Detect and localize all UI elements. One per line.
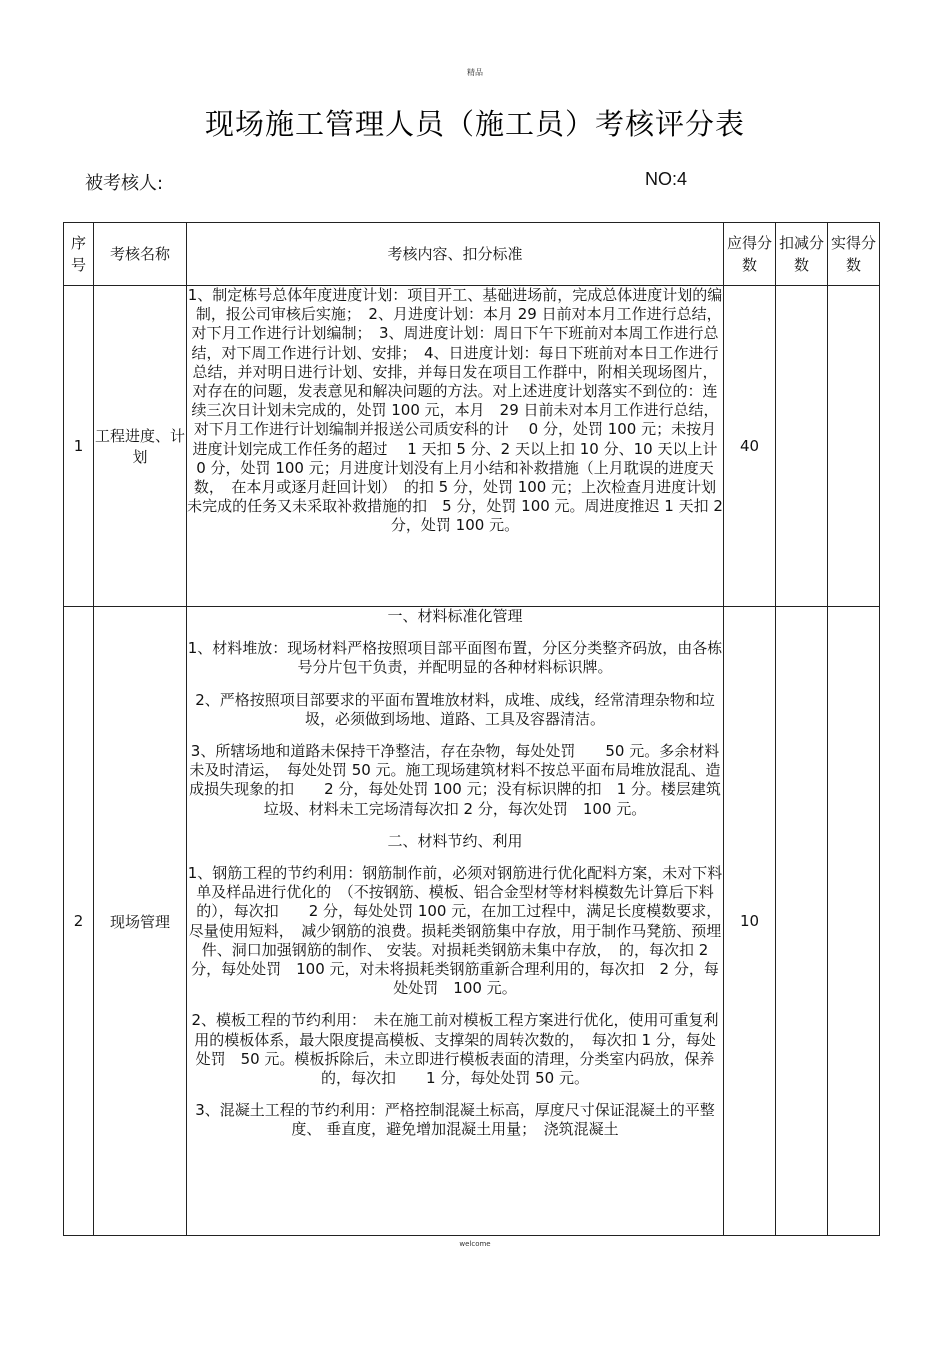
header-deduct-score: 扣减分数 — [776, 223, 828, 286]
header-due-score: 应得分数 — [724, 223, 776, 286]
page-title: 现场施工管理人员（施工员）考核评分表 — [204, 107, 745, 141]
row-content — [187, 286, 730, 607]
table-row — [64, 607, 880, 1236]
row-no: 1 — [64, 286, 94, 607]
header-actual-score: 实得分数 — [828, 223, 880, 286]
row-deduct-score — [776, 286, 828, 607]
content-paragraph: 3、所辖场地和道路未保持干净整洁，存在杂物，每处处罚 50 元。多余材料未及时清运， 每处处罚 50 元。施工现场建筑材料不按总平面布局堆放混乱、造成损失现象的扣 2 分，每处处罚 100 元；没有标识牌的扣 1 分。楼层建筑垃圾、材料未工完场清每次扣 2 分，每次处罚 100 元。 — [189, 742, 721, 818]
assessee-label: 被考核人: — [85, 173, 164, 194]
content-paragraph: 1、材料堆放：现场材料严格按照项目部平面图布置，分区分类整齐码放，由各栋号分片包干负责，并配明显的各种材料标识牌。 — [187, 639, 723, 677]
row-actual-score — [828, 607, 880, 1236]
header-no: 序号 — [64, 223, 94, 286]
document-number: NO:4 — [645, 169, 688, 189]
row-no: 2 — [64, 607, 94, 1236]
header-name: 考核名称 — [94, 223, 187, 286]
row-name: 现场管理 — [94, 607, 187, 1236]
score-table — [63, 222, 880, 1236]
header-mark: 精品 — [467, 68, 483, 77]
row-deduct-score — [776, 607, 828, 1236]
row-content — [187, 607, 729, 1236]
content-paragraph: 3、混凝土工程的节约利用：严格控制混凝土标高，厚度尺寸保证混凝土的平整度、 垂直度，避免增加混凝土用量； 浇筑混凝土 — [195, 1101, 715, 1139]
footer-mark: welcome — [459, 1240, 491, 1248]
section-heading: 二、材料节约、利用 — [387, 831, 523, 850]
content-paragraph: 1、钢筋工程的节约利用：钢筋制作前，必须对钢筋进行优化配料方案，未对下料单及样品进行优化的 （不按钢筋、模板、铝合金型材等材料模数先计算后下料的），每次扣 2 分，每处处罚 100 元，在加工过程中，满足长度模数要求， 尽量使用短料， 减少钢筋的浪费。损耗类钢筋集中存放，用于制作马凳筋、预埋件、洞口加强钢筋的制作、 安装。对损耗类钢筋未集中存放， 的，每次扣 2 分，每处处罚 100 元，对未将损耗类钢筋重新合理利用的，每次扣 2 分，每处处罚 100 元。 — [187, 864, 729, 998]
row-due-score: 40 — [724, 286, 776, 607]
content-paragraph: 2、严格按照项目部要求的平面布置堆放材料，成堆、成线，经常清理杂物和垃圾，必须做到场地、道路、工具及容器清洁。 — [195, 690, 715, 728]
header-content: 考核内容、扣分标准 — [187, 223, 724, 286]
row-name: 工程进度、计划 — [94, 286, 187, 607]
row-due-score: 10 — [724, 607, 776, 1236]
section-heading: 一、材料标准化管理 — [387, 607, 523, 625]
table-header-row — [64, 223, 880, 286]
row-actual-score — [828, 286, 880, 607]
content-paragraph: 2、模板工程的节约利用： 未在施工前对模板工程方案进行优化，使用可重复利用的模板体系，最大限度提高模板、支撑架的周转次数的， 每次扣 1 分，每处处罚 50 元。模板拆除后，未立即进行模板表面的清理，分类室内码放，保养的，每次扣 1 分，每处处罚 50 元。 — [191, 1011, 719, 1088]
table-row — [64, 286, 880, 607]
content-paragraph: 1、制定栋号总体年度进度计划：项目开工、基础进场前，完成总体进度计划的编制，报公司审核后实施； 2、月进度计划：本月 29 日前对本月工作进行总结， 对下月工作进行计划编制； 3、周进度计划：周日下午下班前对本周工作进行总结，对下周工作进行计划、安排； 4、日进度计划：每日下班前对本日工作进行总结，并对明日进行计划、安排，并每日发在项目工作群中，附相关现场图片，对存在的问题，发表意见和解决问题的方法。对上述进度计划落实不到位的：连续三次日计划未完成的，处罚 100 元，本月 29 日前未对本月工作进行总结，对下月工作进行计划编制并报送公司质安科的计 0 分，处罚 100 元；未按月进度计划完成工作任务的超过 1 天扣 5 分、2 天以上扣 10 分、10 天以上计 0 分，处罚 100 元；月进度计划没有上月小结和补救措施（上月耽误的进度天数， 在本月或逐月赶回计划） 的扣 5 分，处罚 100 元；上次检查月进度计划未完成的任务又未采取补救措施的扣 5 分，处罚 100 元。周进度推迟 1 天扣 2 分，处罚 100 元。 — [187, 286, 730, 535]
